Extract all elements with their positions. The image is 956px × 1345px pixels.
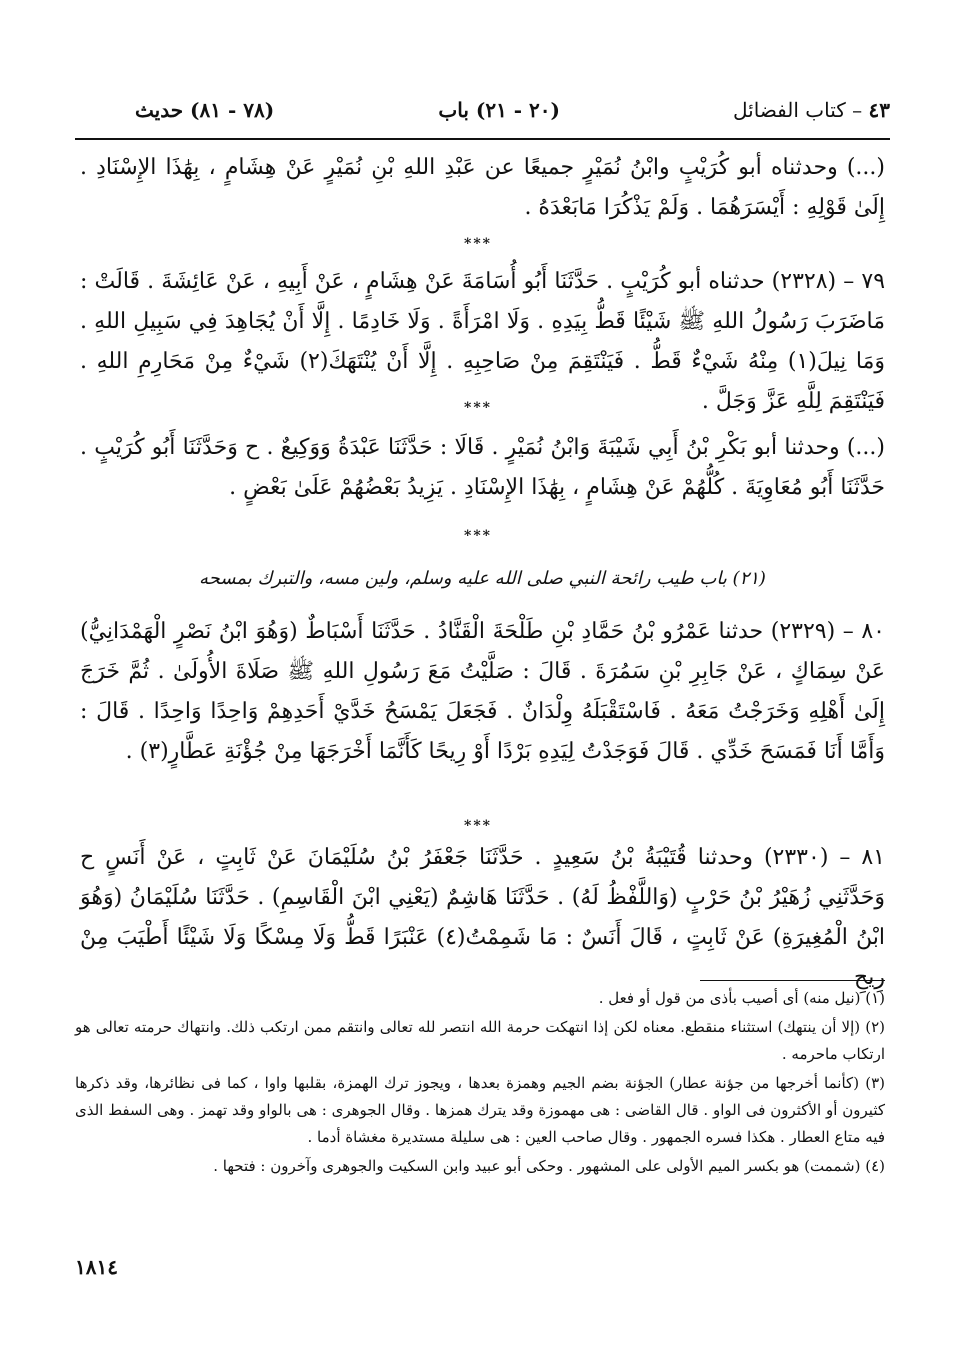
paragraph-1: (...) وحدثناه أبو كُرَيْبٍ وابْنُ نُمَيْرٍ جميعًا عن عَبْدِ اللهِ بْنِ نُمَيْرٍ عَنْ هِشَامٍ ، بِهَٰذَا الإِسْنَادِ . إِلَىٰ قَوْلِهِ : أَيْسَرَهُمَا . وَلَمْ يَذْكُرَا مَابَعْدَهُ . [80,155,885,220]
footnote-rule [700,980,885,981]
paragraph-hadith-79: ٧٩ – (٢٣٢٨) حدثناه أبو كُرَيْبٍ . حَدَّثَنَا أَبُو أُسَامَةَ عَنْ هِشَامٍ ، عَنْ أَبِيهِ ، عَنْ عَائِشَةَ . قَالَتْ : مَاضَرَبَ رَسُولُ اللهِ ﷺ شَيْئًا قَطُّ بِيَدِهِ . وَلَا امْرَأَةً . وَلَا خَادِمًا . إِلَّا أَنْ يُجَاهِدَ فِي سَبِيلِ اللهِ . وَمَا نِيلَ(١) مِنْهُ شَيْءٌ قَطُّ . فَيَنْتَقِمَ مِنْ صَاحِبِهِ . إِلَّا أَنْ يُنْتَهَكَ(٢) شَيْءٌ مِنْ مَحَارِمِ اللهِ . فَيَنْتَقِمَ لِلَّهِ عَزَّ وَجَلَّ . [80,269,886,414]
header-page-num: ٤٣ [868,98,890,122]
paragraph-hadith-80: ٨٠ – (٢٣٢٩) حدثنا عَمْرُو بْنُ حَمَّادِ بْنِ طَلْحَةَ الْقَنَّادُ . حَدَّثَنَا أَسْبَاطٌ (وَهُوَ ابْنُ نَصْرٍ الْهَمْدَانِيُّ) عَنْ سِمَاكٍ ، عَنْ جَابِرِ بْنِ سَمُرَةَ . قَالَ : صَلَّيْتُ مَعَ رَسُولِ اللهِ ﷺ صَلَاةَ الأُولَىٰ . ثُمَّ خَرَجَ إِلَىٰ أَهْلِهِ وَخَرَجْتُ مَعَهُ . فَاسْتَقْبَلَهُ وِلْدَانٌ . فَجَعَلَ يَمْسَحُ خَدَّيْ أَحَدِهِمْ وَاحِدًا وَاحِدًا . قَالَ : وَأَمَّا أَنَا فَمَسَحَ خَدِّي . قَالَ فَوَجَدْتُ لِيَدِهِ بَرْدًا أَوْ رِيحًا كَأَنَّمَا أَخْرَجَهَا مِنْ جُؤْنَةِ عَطَّارٍ(٣) . [80,619,885,764]
footnote-3: (٣) (كأنما أخرجها من جؤنة عطار) الجؤنة بضم الجيم وهمزة بعدها ، ويجوز ترك الهمزة، بقلبها واوا ، كما فى نظائرها، وقد ذكرها كثيرون أو الأكثرون فى الواو . قال القاضى : هى مهموزة وقد يترك همزها . وقال الجوهرى : هى بالواو وقد تهمز . وهى السفط الذى فيه متاع العطار . هكذا فسره الجمهور . وقال صاحب العين : هى سليلة مستديرة مغشاة أدما . [75,1074,885,1146]
footnote-2: (٢) (إلا أن ينتهك) استثناء منقطع. معناه لكن إذا انتهكت حرمة الله انتصر لله تعالى وانتقم ممن ارتكب ذلك. وانتهاك حرمته تعالى هو ارتكاب ماحرمه . [75,1018,885,1063]
paragraph-2: (...) وحدثنا أبو بَكْرِ بْنُ أَبِي شَيْبَةَ وَابْنُ نُمَيْرٍ . قَالَا : حَدَّثَنَا عَبْدَةُ وَوَكِيعٌ . ح وَحَدَّثَنَا أَبُو كُرَيْبٍ . حَدَّثَنَا أَبُو مُعَاوِيَةَ . كُلُّهُمْ عَنْ هِشَامٍ ، بِهَٰذَا الإِسْنَادِ . يَزِيدُ بَعْضُهُمْ عَلَىٰ بَعْضٍ . [80,435,885,500]
chapter-title: (٢١) باب طيب رائحة النبي صلى الله عليه وسلم، ولين مسه، والتبرك بمسحه [199,568,766,589]
running-header [75,96,890,132]
header-bab: (٢٠ - ٢١) باب [438,98,560,122]
separator-stars-3: *** [464,528,492,544]
separator-stars-1: *** [464,236,492,252]
header-book-title [733,98,890,122]
header-rule [75,138,890,140]
separator-stars-4: *** [464,818,492,834]
header-hadith-range: (٧٨ - ٨١) حديث [135,98,275,122]
header-book-name: – كتاب الفضائل [733,98,863,122]
separator-stars-2: *** [464,400,492,416]
footnotes [75,985,885,1182]
footnote-1: (١) (نيل منه) أى أصيب بأذى من قول أو فعل . [598,989,885,1007]
page-number: ١٨١٤ [75,1255,118,1279]
footnote-4: (٤) (شممت) هو بكسر الميم الأولى على المشهور . وحكى أبو عبيد وابن السكيت والجوهرى وآخرون : فتحها . [213,1157,885,1175]
paragraph-hadith-81: ٨١ – (٢٣٣٠) وحدثنا قُتَيْبَةُ بْنُ سَعِيدٍ . حَدَّثَنَا جَعْفَرُ بْنُ سُلَيْمَانَ عَنْ ثَابِتٍ ، عَنْ أَنَسٍ ح وَحَدَّثَنِي زُهَيْرُ بْنُ حَرْبٍ (وَاللَّفْظُ لَهُ) . حَدَّثَنَا هَاشِمٌ (يَعْنِي ابْنَ الْقَاسِمِ) . حَدَّثَنَا سُلَيْمَانُ (وَهُوَ ابْنُ الْمُغِيرَةِ) عَنْ ثَابِتٍ ، قَالَ أَنَسٌ : مَا شَمِمْتُ(٤) عَنْبَرًا قَطُّ وَلَا مِسْكًا وَلَا شَيْئًا أَطْيَبَ مِنْ رِيحِ [80,845,885,990]
